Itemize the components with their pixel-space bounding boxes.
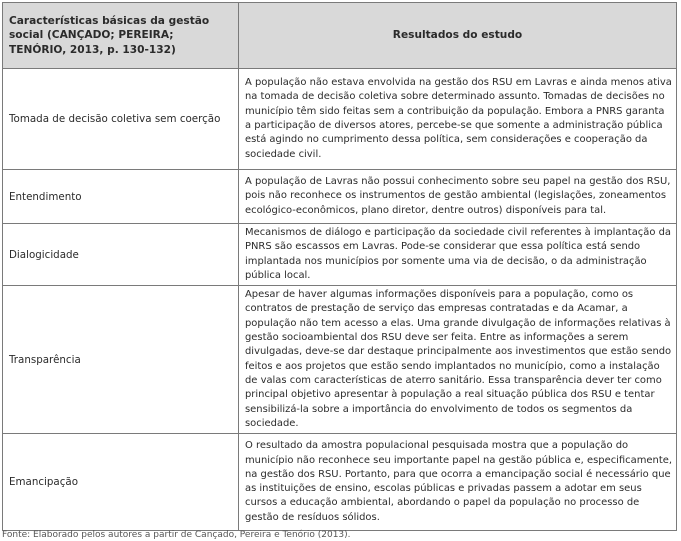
table-header-row	[3, 3, 677, 69]
criterion-cell: Emancipação	[3, 434, 239, 531]
criterion-cell: Entendimento	[3, 170, 239, 224]
result-cell: Mecanismos de diálogo e participação da sociedade civil referentes à implantação da PNRS são escassos em Lavras. Pode-se considerar que essa política está sendo implantada nos municípios por somente uma via de decisão, o da administração pública local.	[239, 224, 677, 286]
criterion-cell: Tomada de decisão coletiva sem coerção	[3, 69, 239, 170]
result-cell: A população não estava envolvida na gestão dos RSU em Lavras e ainda menos ativa na tomada de decisão coletiva sobre determinado assunto. Tomadas de decisões no município têm sido feitas sem a contribuição da população. Embora a PNRS garanta a participação de diversos atores, percebe-se que somente a administração pública está agindo no cumprimento dessa política, sem considerações e cooperação da sociedade civil.	[239, 69, 677, 170]
table-row	[3, 170, 677, 224]
source-note: Fonte: Elaborado pelos autores a partir de Cançado, Pereira e Tenório (2013).	[2, 530, 351, 540]
result-cell: O resultado da amostra populacional pesquisada mostra que a população do município não reconhece seu importante papel na gestão pública e, especificamente, na gestão dos RSU. Portanto, para que ocorra a emancipação social é necessário que as instituições de ensino, escolas públicas e privadas passem a adotar em seus cursos a educação ambiental, abordando o papel da população no processo de gestão de resíduos sólidos.	[239, 434, 677, 531]
criterion-cell: Dialogicidade	[3, 224, 239, 286]
social-management-table	[2, 2, 677, 531]
table-row	[3, 224, 677, 286]
table-row	[3, 286, 677, 434]
criterion-cell: Transparência	[3, 286, 239, 434]
criteria-column-header: Características básicas da gestão social (CANÇADO; PEREIRA; TENÓRIO, 2013, p. 130-132)	[3, 3, 239, 69]
results-column-header: Resultados do estudo	[239, 3, 677, 69]
table-row	[3, 434, 677, 531]
table-row	[3, 69, 677, 170]
result-cell: Apesar de haver algumas informações disponíveis para a população, como os contratos de prestação de serviço das empresas contratadas e da Acamar, a população não tem acesso a elas. Uma grande divulgação de informações relativas à gestão socioambiental dos RSU deve ser feita. Entre as informações a serem divulgadas, deve-se dar destaque principalmente aos investimentos que estão sendo feitos e aos projetos que estão sendo implantados no município, como a instalação de valas com características de aterro sanitário. Essa transparência dever ter como principal objetivo apresentar à população a real situação pública dos RSU e tentar sensibilizá-la sobre a importância do envolvimento de todos os segmentos da sociedade.	[239, 286, 677, 434]
result-cell: A população de Lavras não possui conhecimento sobre seu papel na gestão dos RSU, pois não reconhece os instrumentos de gestão ambiental (legislações, zoneamentos ecológico-econômicos, plano diretor, dentre outros) disponíveis para tal.	[239, 170, 677, 224]
